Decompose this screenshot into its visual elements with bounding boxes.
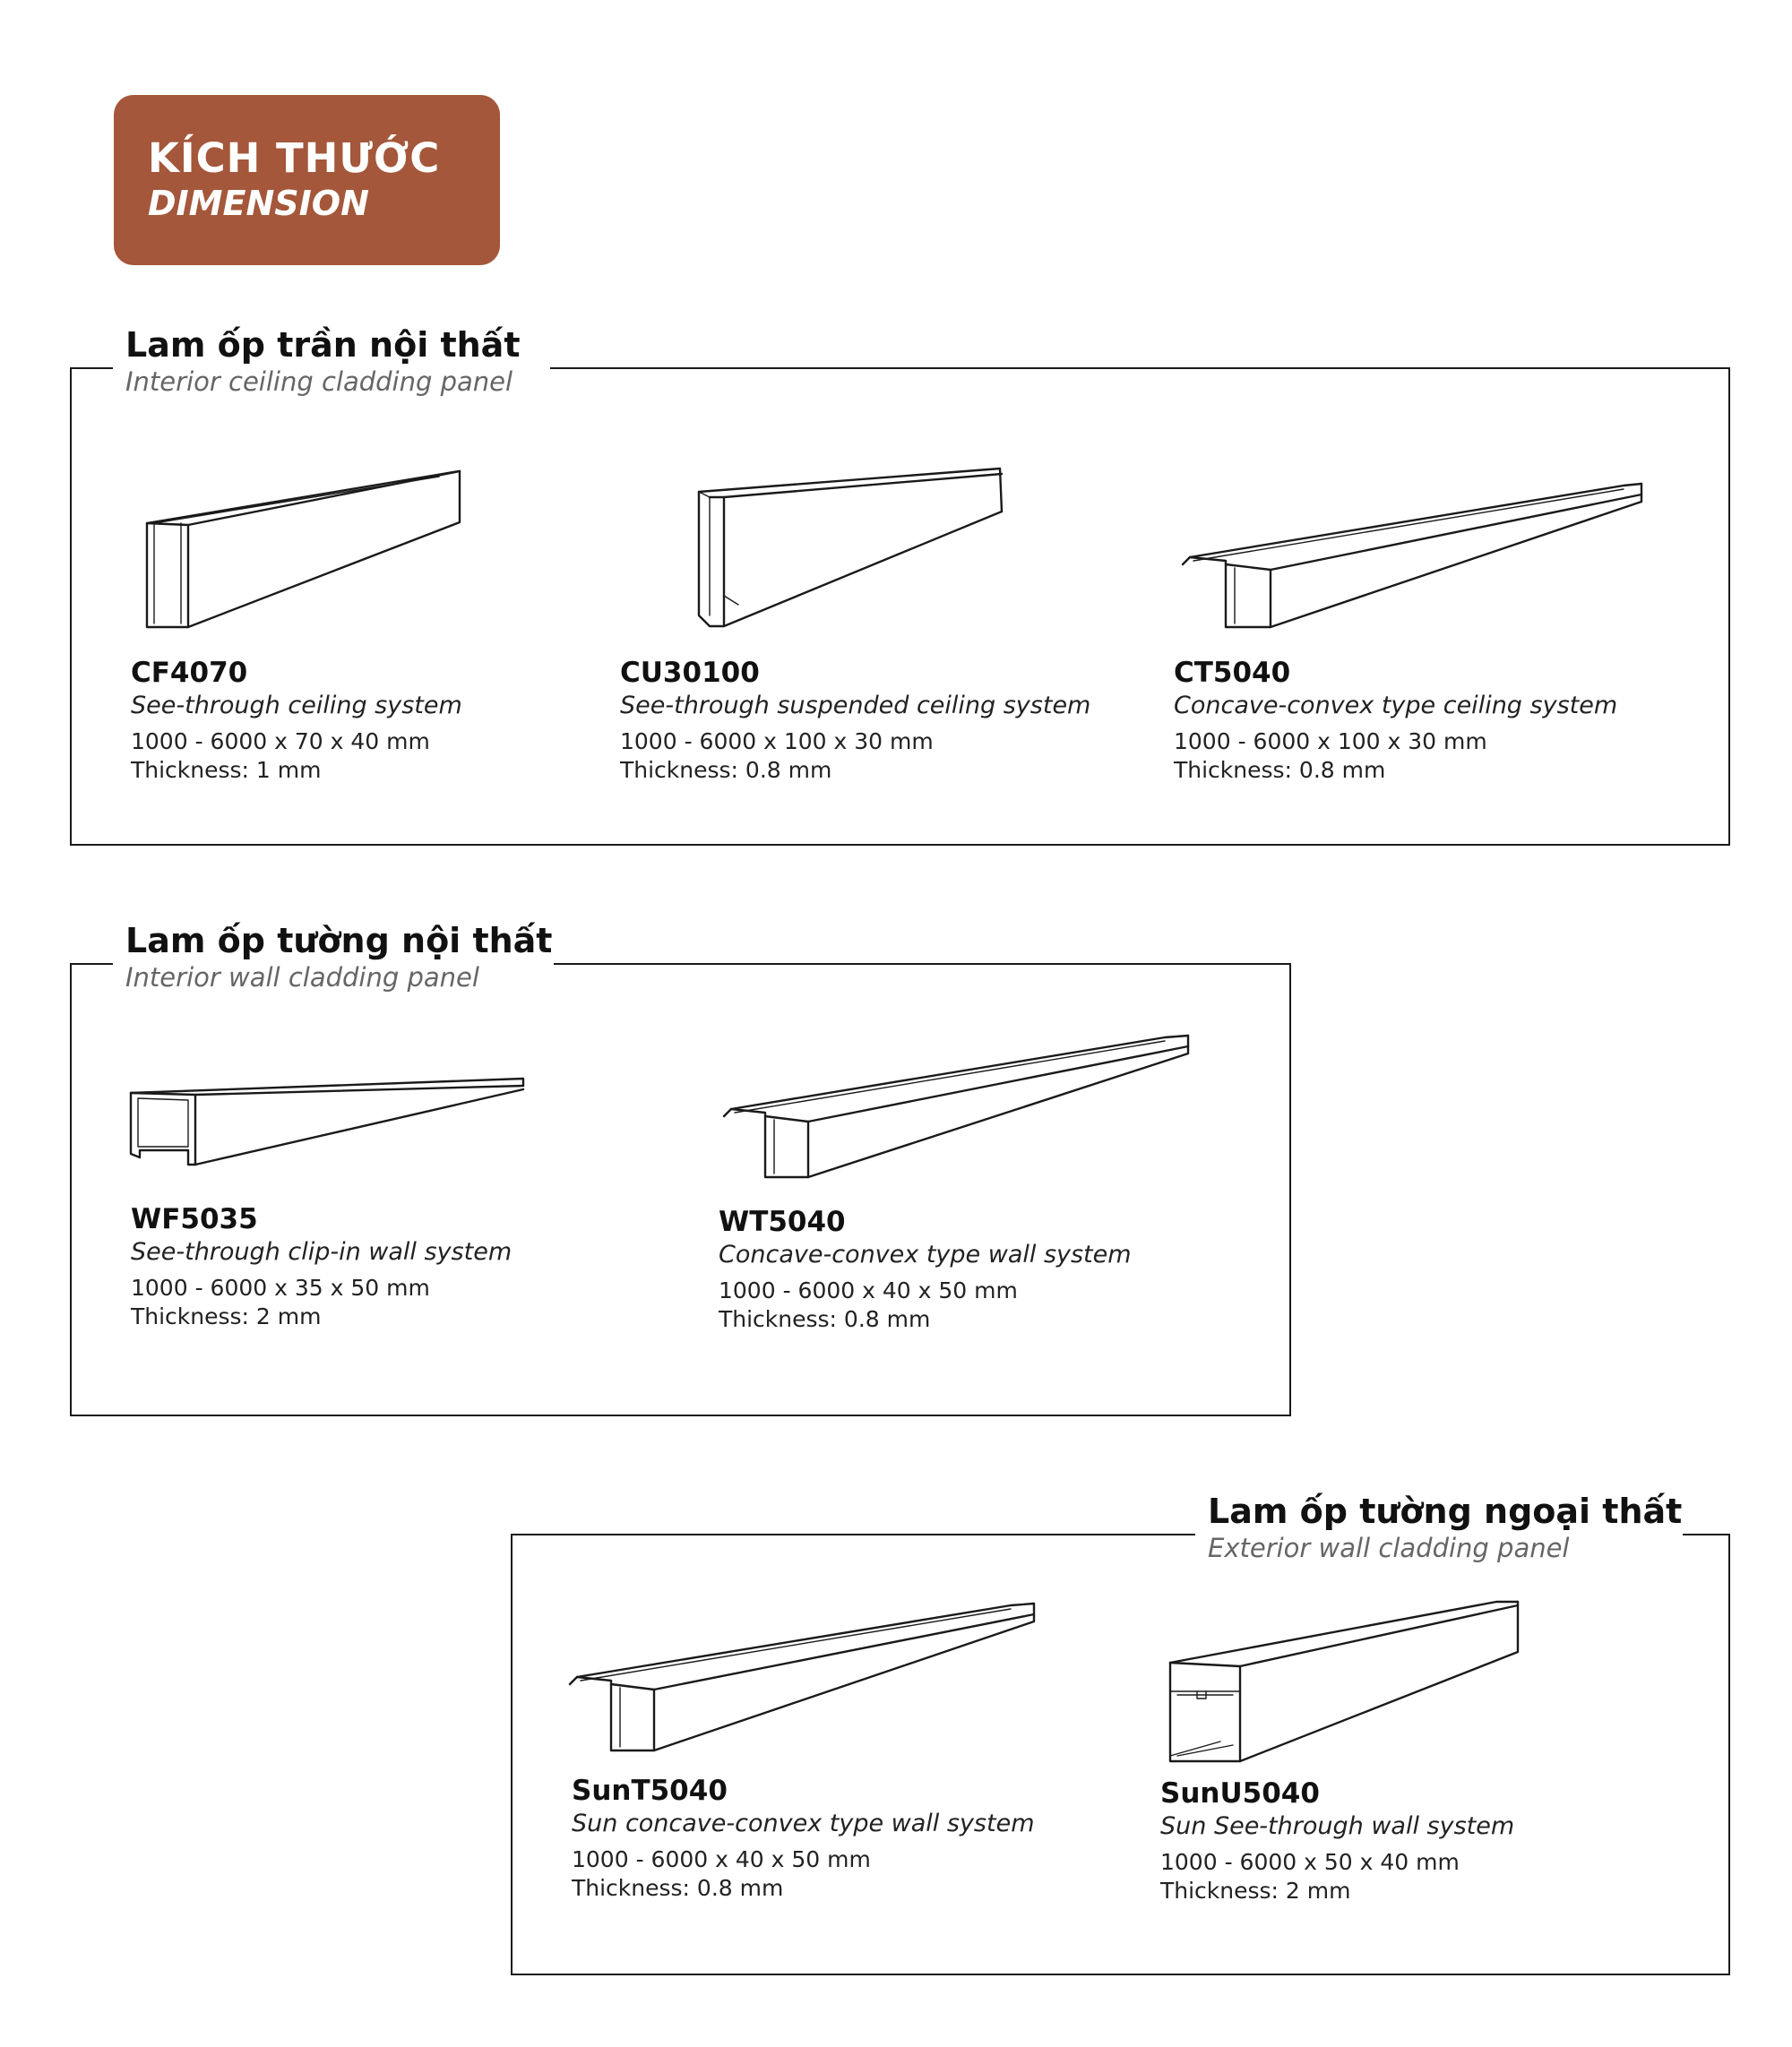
product-thickness: Thickness: 0.8 mm (719, 1306, 931, 1332)
badge-title: KÍCH THƯỚC (148, 134, 441, 182)
product-info-sunu5040 (1160, 1776, 1514, 1905)
u-profile-icon (695, 461, 1009, 632)
dimension-badge (114, 95, 500, 265)
product-code: CT5040 (1174, 657, 1291, 689)
product-thickness: Thickness: 2 mm (1160, 1878, 1351, 1904)
badge-subtitle: DIMENSION (148, 184, 369, 223)
section-title: Lam ốp tường ngoại thất (1208, 1492, 1683, 1531)
product-size: 1000 - 6000 x 40 x 50 mm (572, 1846, 871, 1872)
t-profile-icon (568, 1602, 1043, 1759)
product-code: SunT5040 (572, 1775, 728, 1807)
product-size: 1000 - 6000 x 50 x 40 mm (1160, 1849, 1460, 1875)
product-thickness: Thickness: 0.8 mm (572, 1875, 784, 1901)
product-info-cu30100 (620, 656, 1090, 785)
product-code: WF5035 (131, 1203, 258, 1235)
product-image-wt5040 (722, 1027, 1197, 1184)
u-box-profile-icon (1167, 1598, 1525, 1765)
product-info-cf4070 (131, 656, 462, 785)
product-name: See-through clip-in wall system (131, 1238, 513, 1266)
product-size: 1000 - 6000 x 70 x 40 mm (131, 728, 430, 754)
product-name: See-through ceiling system (131, 692, 462, 719)
product-image-wf5035 (129, 1071, 529, 1170)
box-profile-icon (143, 466, 466, 632)
product-info-wt5040 (719, 1205, 1132, 1334)
section-subtitle: Interior ceiling cladding panel (125, 366, 513, 397)
product-image-ct5040 (1181, 475, 1656, 636)
product-thickness: Thickness: 0.8 mm (620, 757, 832, 783)
product-code: WT5040 (719, 1206, 846, 1238)
t-profile-icon (722, 1027, 1197, 1184)
product-code: SunU5040 (1160, 1777, 1320, 1810)
t-profile-icon (1181, 475, 1656, 636)
product-name: See-through suspended ceiling system (620, 692, 1091, 719)
product-info-wf5035 (131, 1202, 512, 1331)
product-name: Concave-convex type ceiling system (1174, 692, 1618, 719)
section-heading-exterior (1195, 1491, 1683, 1564)
clip-profile-icon (129, 1071, 529, 1170)
product-image-cu30100 (695, 461, 1009, 632)
product-name: Sun See-through wall system (1160, 1812, 1515, 1840)
product-size: 1000 - 6000 x 100 x 30 mm (1174, 728, 1487, 754)
product-thickness: Thickness: 0.8 mm (1174, 757, 1386, 783)
product-size: 1000 - 6000 x 100 x 30 mm (620, 728, 934, 754)
product-name: Sun concave-convex type wall system (572, 1810, 1035, 1837)
product-thickness: Thickness: 2 mm (131, 1303, 322, 1329)
product-image-sunt5040 (568, 1602, 1043, 1759)
product-info-ct5040 (1174, 656, 1617, 785)
product-image-sunu5040 (1167, 1598, 1525, 1765)
section-title: Lam ốp tường nội thất (125, 921, 553, 960)
product-image-cf4070 (143, 466, 466, 632)
section-heading-ceiling (113, 324, 550, 398)
product-code: CF4070 (131, 657, 248, 689)
section-title: Lam ốp trần nội thất (125, 325, 521, 365)
product-code: CU30100 (620, 657, 760, 689)
section-subtitle: Exterior wall cladding panel (1208, 1533, 1570, 1563)
product-info-sunt5040 (572, 1774, 1035, 1903)
section-heading-wall (113, 920, 554, 993)
section-subtitle: Interior wall cladding panel (125, 962, 479, 993)
product-name: Concave-convex type wall system (719, 1241, 1132, 1269)
product-size: 1000 - 6000 x 40 x 50 mm (719, 1277, 1018, 1303)
product-size: 1000 - 6000 x 35 x 50 mm (131, 1275, 430, 1301)
product-thickness: Thickness: 1 mm (131, 757, 322, 783)
